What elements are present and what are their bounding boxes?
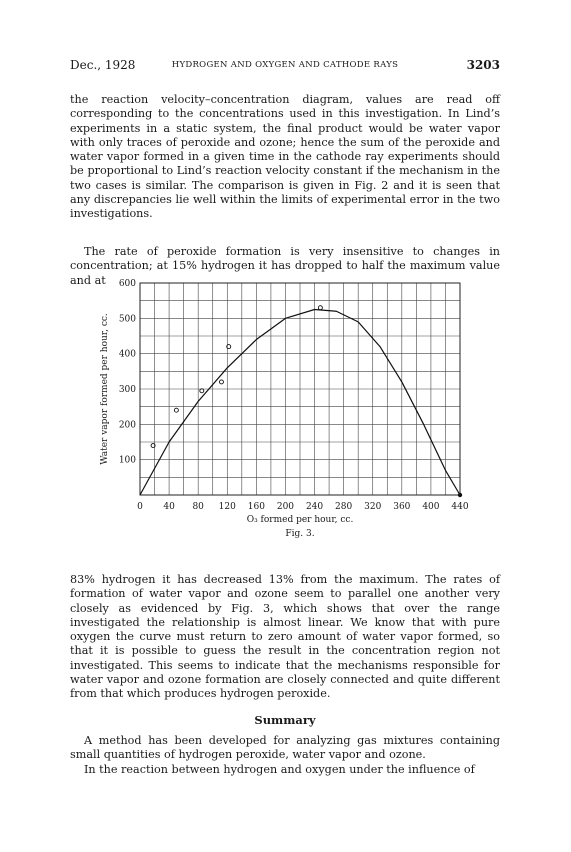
figure-caption: Fig. 3. (285, 529, 315, 539)
x-tick-label: 160 (247, 502, 265, 512)
y-tick-label: 500 (118, 314, 136, 325)
data-point (200, 389, 204, 393)
x-tick-label: 40 (163, 502, 175, 512)
y-axis-label: Water vapor formed per hour, cc. (100, 313, 110, 465)
body-paragraph: 83% hydrogen it has decreased 13% from the maximum. The rates of formation of water vapor and ozone seem to parallel one another very closely as evidenced by Fig. 3, which shows that over the range investigated the relationship is almost linear. We know that with pure oxygen the curve must return to zero amount of water vapor formed, so that it is possible to guess the result in the concentration region not investigated. This seems to indicate that the mechanisms responsible for water vapor and ozone formation are closely connected and quite different from that which produces hydrogen peroxide. (70, 573, 500, 701)
y-tick-label: 300 (118, 385, 136, 395)
x-tick-label: 120 (218, 502, 236, 512)
y-tick-label: 400 (118, 349, 136, 360)
x-tick-label: 440 (451, 502, 469, 512)
running-title: HYDROGEN AND OXYGEN AND CATHODE RAYS (171, 60, 399, 70)
curve-end-point (458, 493, 462, 497)
x-tick-label: 280 (335, 502, 353, 512)
journal-date: Dec., 1928 (70, 58, 136, 72)
section-heading: Summary (254, 713, 316, 727)
body-paragraph: the reaction velocity–concentration diagram, values are read off corresponding to the concentrations used in this investigation. In Lind’s experiments in a static system, the final product would be water vapor with only traces of peroxide and ozone; hence the sum of the peroxide and water vapor formed in a given time in the cathode ray experiments should be proportional to Lind’s reaction velocity constant if the mechanism in the two cases is similar. The comparison is given in Fig. 2 and it is seen that any discrepancies lie well within the limits of experimental error in the two investigations. (70, 93, 500, 221)
body-paragraph: A method has been developed for analyzing gas mixtures containing small quantities of hydrogen peroxide, water vapor and ozone. (70, 734, 500, 762)
figure-3-chart (95, 275, 475, 560)
body-paragraph: The rate of peroxide formation is very insensitive to changes in concentration; at 15% hydrogen it has dropped to half the maximum value and at (70, 245, 500, 287)
page-number: 3203 (466, 58, 500, 72)
x-tick-label: 320 (364, 502, 382, 512)
x-tick-label: 400 (422, 502, 440, 512)
x-tick-label: 240 (305, 502, 324, 512)
body-paragraph: In the reaction between hydrogen and oxygen under the influence of (84, 763, 475, 776)
running-header (70, 58, 500, 74)
data-point (219, 380, 223, 384)
y-tick-label: 600 (118, 279, 136, 289)
y-tick-label: 100 (118, 455, 136, 466)
x-axis-label: O₃ formed per hour, cc. (246, 515, 354, 525)
x-tick-label: 200 (276, 502, 295, 512)
x-tick-label: 80 (192, 502, 204, 512)
data-point (318, 306, 322, 310)
x-tick-label: 0 (137, 502, 143, 512)
x-tick-label: 360 (393, 502, 411, 512)
data-point (174, 408, 178, 412)
y-tick-label: 200 (118, 420, 136, 431)
